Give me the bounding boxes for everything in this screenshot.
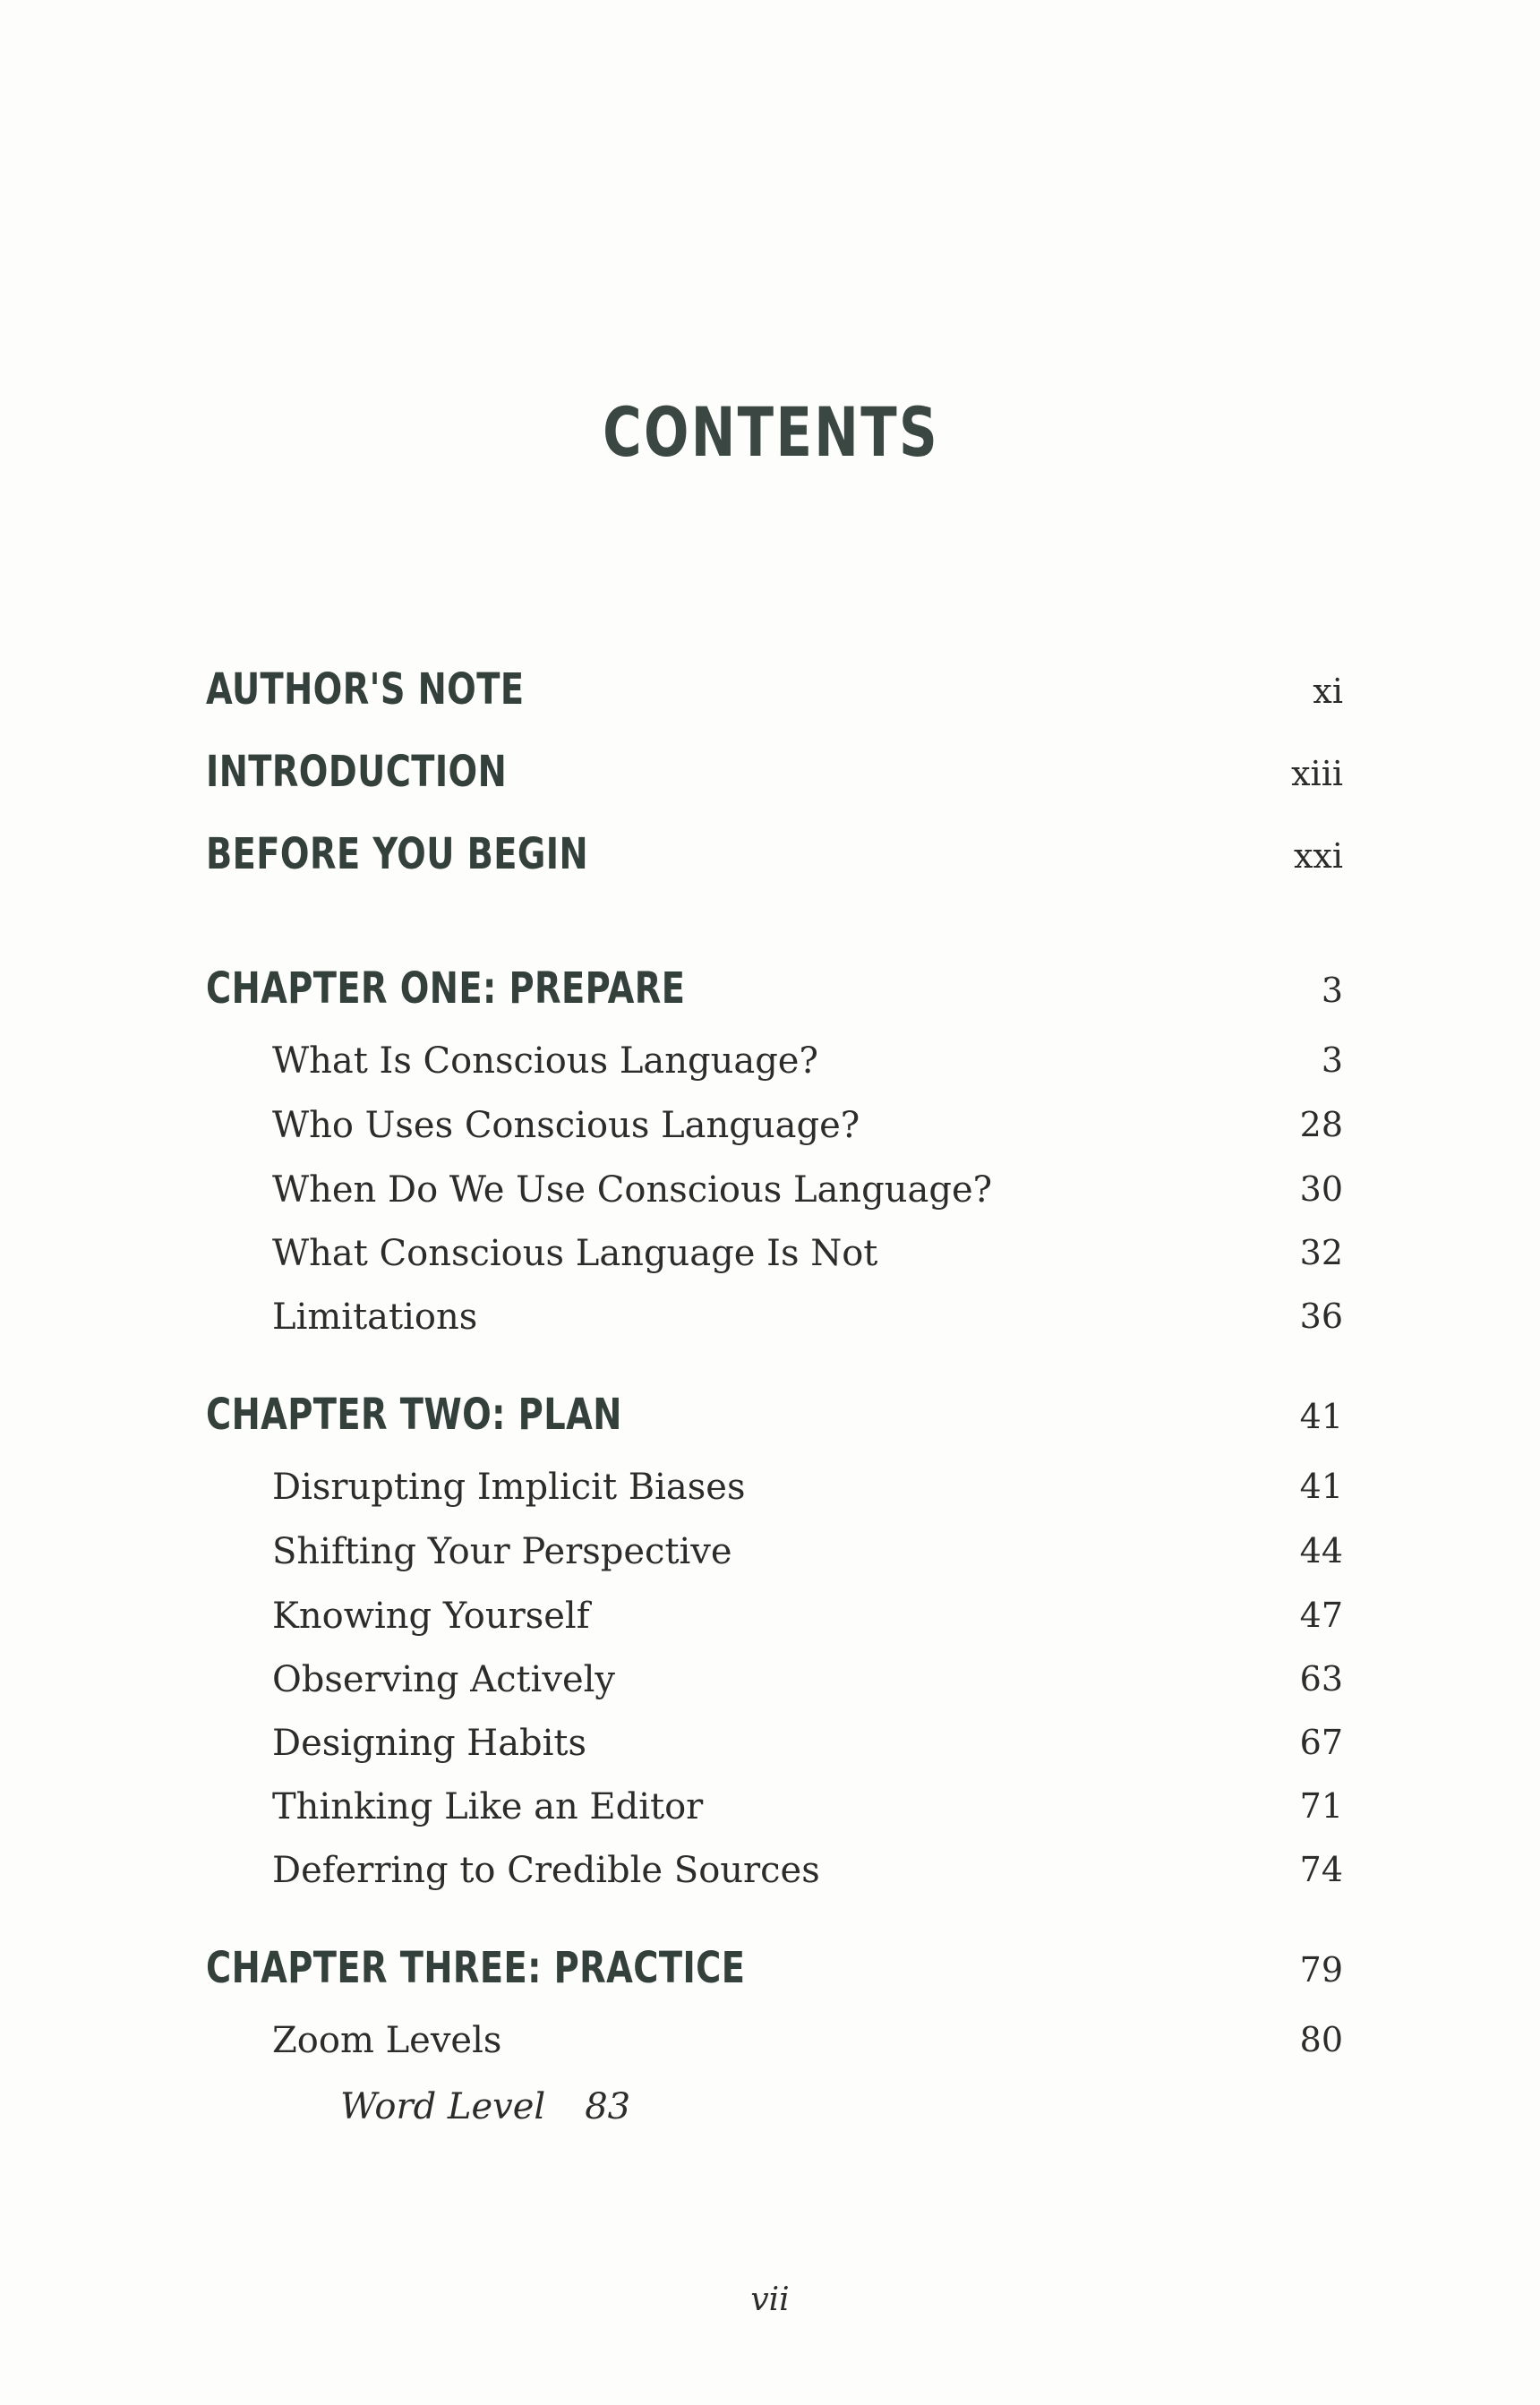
toc-heading-label: BEFORE YOU BEGIN bbox=[206, 829, 589, 879]
toc-heading-label: AUTHOR'S NOTE bbox=[206, 664, 525, 715]
toc-page-number: 67 bbox=[1299, 1723, 1343, 1762]
toc-entry-label: Limitations bbox=[272, 1297, 478, 1338]
page-folio: vii bbox=[750, 2281, 790, 2318]
toc-page-number: xxi bbox=[1293, 836, 1343, 876]
toc-entry-label: What Is Conscious Language? bbox=[272, 1040, 818, 1082]
toc-page-number: 30 bbox=[1299, 1169, 1343, 1209]
page-title: CONTENTS bbox=[603, 392, 940, 472]
toc-page-number: 3 bbox=[1321, 1040, 1343, 1080]
chapter-heading: CHAPTER THREE: PRACTICE bbox=[206, 1943, 746, 1993]
toc-page-number: xiii bbox=[1291, 754, 1343, 793]
toc-entry-label: Who Uses Conscious Language? bbox=[272, 1105, 860, 1146]
toc-entry-label: When Do We Use Conscious Language? bbox=[272, 1169, 993, 1211]
toc-entry-label: Shifting Your Perspective bbox=[272, 1531, 732, 1572]
toc-entry-label: Observing Actively bbox=[272, 1659, 616, 1700]
toc-entry-label: Designing Habits bbox=[272, 1723, 587, 1764]
toc-page-number: 80 bbox=[1299, 2020, 1343, 2059]
toc-page-number: 41 bbox=[1299, 1397, 1343, 1436]
toc-page-number: 74 bbox=[1299, 1850, 1343, 1889]
toc-page-number: 41 bbox=[1299, 1467, 1343, 1506]
toc-page-number: 32 bbox=[1299, 1233, 1343, 1272]
toc-page-number: 44 bbox=[1299, 1531, 1343, 1571]
toc-page-number: 79 bbox=[1299, 1950, 1343, 1990]
toc-heading-label: INTRODUCTION bbox=[206, 747, 508, 797]
toc-entry-label: Disrupting Implicit Biases bbox=[272, 1467, 746, 1508]
toc-page-number: 47 bbox=[1299, 1596, 1343, 1635]
toc-page-number: 83 bbox=[585, 2086, 631, 2127]
chapter-heading: CHAPTER TWO: PLAN bbox=[206, 1390, 622, 1440]
chapter-heading: CHAPTER ONE: PREPARE bbox=[206, 963, 686, 1014]
toc-page-number: xi bbox=[1313, 672, 1343, 711]
toc-entry-label: What Conscious Language Is Not bbox=[272, 1233, 878, 1274]
toc-sub-entry-line bbox=[340, 2086, 630, 2127]
toc-page-number: 28 bbox=[1299, 1105, 1343, 1144]
toc-page-number: 71 bbox=[1299, 1786, 1343, 1826]
toc-page-number: 36 bbox=[1299, 1297, 1343, 1336]
toc-entry-label: Zoom Levels bbox=[272, 2020, 502, 2061]
toc-page-number: 63 bbox=[1299, 1659, 1343, 1699]
toc-page-number: 3 bbox=[1321, 971, 1343, 1010]
toc-entry-label: Knowing Yourself bbox=[272, 1596, 590, 1637]
toc-sub-entry-label: Word Level bbox=[340, 2086, 546, 2127]
toc-entry-label: Thinking Like an Editor bbox=[272, 1786, 704, 1827]
toc-entry-label: Deferring to Credible Sources bbox=[272, 1850, 820, 1891]
